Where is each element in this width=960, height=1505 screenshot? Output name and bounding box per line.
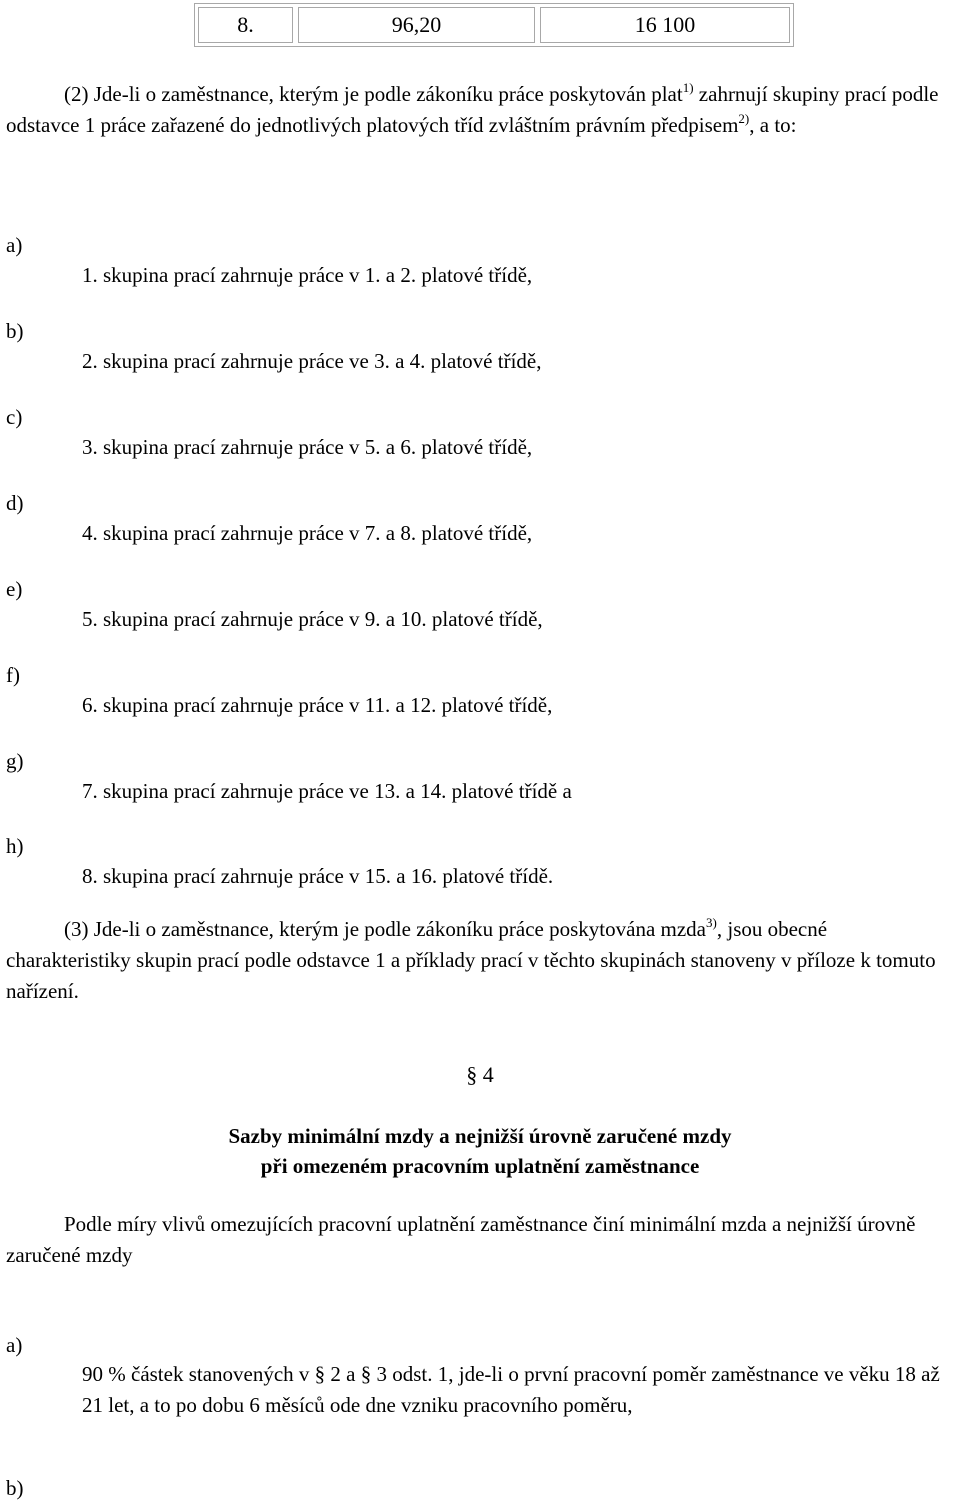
group-item: 4. skupina prací zahrnuje práce v 7. a 8. platové třídě, — [82, 521, 533, 545]
footnote-ref-1: 1) — [682, 80, 694, 95]
section-heading-line-2: při omezeném pracovním uplatnění zaměstnance — [260, 1154, 700, 1178]
section-heading-line-1: Sazby minimální mzdy a nejnižší úrovně zaručené mzdy — [228, 1124, 732, 1148]
list-item: 90 % částek stanovených v § 2 a § 3 odst. 1, jde-li o první pracovní poměr zaměstnance ve věku 18 až 21 let, a to po dobu 6 měsíců ode dne vzniku pracovního poměru, — [82, 1362, 940, 1417]
group-label: g) — [6, 749, 24, 773]
paragraph-2-text-2: zahrnují skupiny prací podle odstavce 1 práce zařazené do jednotlivých platových tříd zvláštním právním předpisem — [6, 82, 939, 137]
paragraph-3 — [6, 914, 951, 1007]
paragraph-2-text-3: , a to: — [749, 113, 797, 137]
group-item: 8. skupina prací zahrnuje práce v 15. a 16. platové třídě. — [82, 864, 554, 888]
table-cell-class: 8. — [198, 7, 293, 43]
paragraph-4-text: Podle míry vlivů omezujících pracovní uplatnění zaměstnance činí minimální mzda a nejnižší úrovně zaručené mzdy — [6, 1212, 916, 1267]
section-mark: § 4 — [466, 1062, 494, 1087]
table-cell-monthly: 16 100 — [540, 7, 790, 43]
group-label: b) — [6, 319, 24, 343]
group-item: 6. skupina prací zahrnuje práce v 11. a 12. platové třídě, — [82, 693, 553, 717]
group-item: 7. skupina prací zahrnuje práce ve 13. a 14. platové třídě a — [82, 779, 572, 803]
footnote-ref-3: 3) — [706, 915, 717, 930]
group-label: f) — [6, 663, 20, 687]
group-item: 2. skupina prací zahrnuje práce ve 3. a 4. platové třídě, — [82, 349, 542, 373]
list-label: b) — [6, 1476, 24, 1500]
list-label: a) — [6, 1333, 23, 1357]
group-label: a) — [6, 233, 23, 257]
paragraph-2 — [6, 79, 951, 141]
group-item: 1. skupina prací zahrnuje práce v 1. a 2. platové třídě, — [82, 263, 533, 287]
paragraph-4 — [6, 1209, 951, 1271]
group-label: c) — [6, 405, 23, 429]
group-label: e) — [6, 577, 23, 601]
footnote-ref-2: 2) — [738, 111, 750, 126]
group-label: h) — [6, 834, 24, 858]
group-label: d) — [6, 491, 24, 515]
group-item: 5. skupina prací zahrnuje práce v 9. a 10. platové třídě, — [82, 607, 543, 631]
group-item: 3. skupina prací zahrnuje práce v 5. a 6. platové třídě, — [82, 435, 533, 459]
table-cell-hourly: 96,20 — [298, 7, 535, 43]
wage-table-row — [194, 3, 794, 47]
paragraph-3-text-1: (3) Jde-li o zaměstnance, kterým je podle zákoníku práce poskytována mzda — [64, 917, 707, 941]
paragraph-3-text-2: , jsou obecné charakteristiky skupin prací podle odstavce 1 a příklady prací v těchto skupinách stanoveny v příloze k tomuto nařízení. — [6, 917, 936, 1003]
paragraph-2-text-1: (2) Jde-li o zaměstnance, kterým je podle zákoníku práce poskytován plat — [64, 82, 683, 106]
